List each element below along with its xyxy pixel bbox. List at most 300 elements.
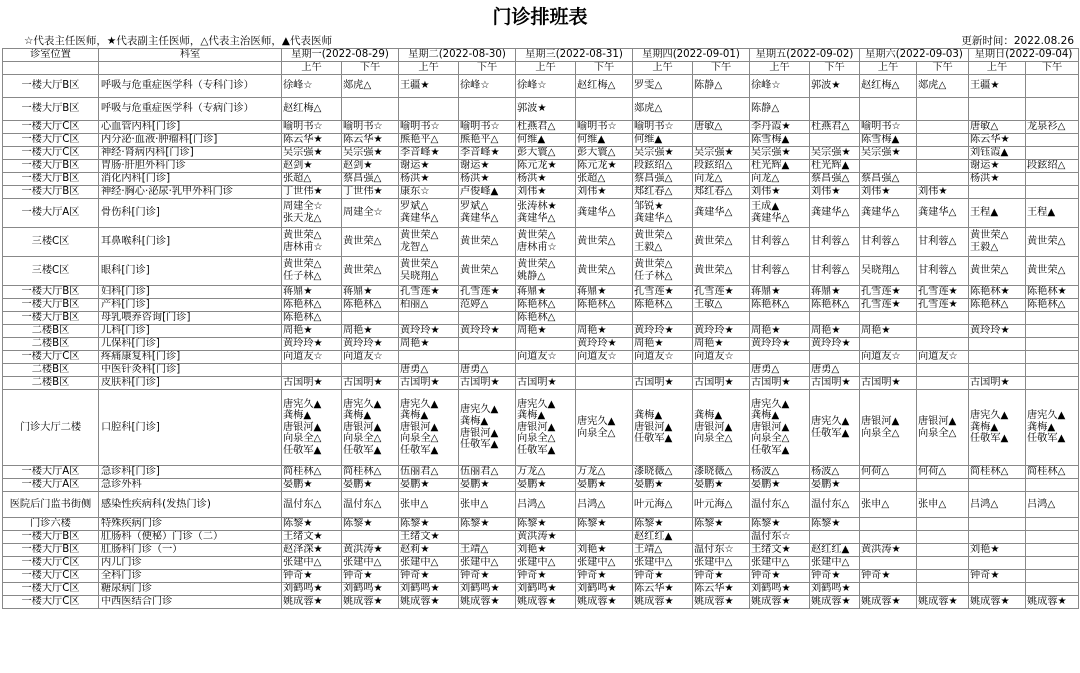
doctor-slot: 丁世伟★ — [342, 186, 399, 199]
doctor-slot: 龚建华△ — [860, 199, 917, 228]
doctor-slot — [1026, 518, 1079, 531]
department-cell: 耳鼻喉科[门诊] — [99, 228, 282, 257]
doctor-slot — [917, 134, 969, 147]
doctor-slot — [969, 338, 1026, 351]
doctor-slot: 杨洪★ — [516, 173, 576, 186]
doctor-slot: 向道友☆ — [342, 351, 399, 364]
doctor-slot: 龙泉衫△ — [1026, 121, 1079, 134]
doctor-slot: 孔雪莲★ — [860, 299, 917, 312]
table-row — [3, 257, 1079, 286]
doctor-slot: 刘钰霞▲ — [969, 147, 1026, 160]
doctor-slot — [1026, 377, 1079, 390]
doctor-slot: 周艳★ — [576, 325, 633, 338]
doctor-slot: 黄玲玲★ — [576, 338, 633, 351]
location-cell: 门诊大厅二楼 — [3, 390, 99, 466]
header-am: 上午 — [516, 62, 576, 75]
doctor-slot: 黄世荣△ — [342, 228, 399, 257]
doctor-slot — [969, 98, 1026, 121]
doctor-slot: 向道友☆ — [633, 351, 693, 364]
department-cell: 内儿门诊 — [99, 557, 282, 570]
doctor-slot: 陈艳林△ — [810, 299, 860, 312]
department-cell: 急诊外科 — [99, 479, 282, 492]
location-cell: 一楼大厅B区 — [3, 544, 99, 557]
table-row — [3, 98, 1079, 121]
department-cell: 消化内科[门诊] — [99, 173, 282, 186]
header-day: 星期三(2022-08-31) — [516, 49, 633, 62]
header-pm: 下午 — [693, 62, 750, 75]
doctor-slot: 罗斌△ 龚建华△ — [459, 199, 516, 228]
doctor-slot — [576, 312, 633, 325]
doctor-slot: 张建中△ — [342, 557, 399, 570]
doctor-slot: 熊艳平△ — [459, 134, 516, 147]
doctor-slot: 万龙△ — [516, 466, 576, 479]
table-row — [3, 518, 1079, 531]
header-day: 星期六(2022-09-03) — [860, 49, 969, 62]
location-cell: 一楼大厅C区 — [3, 134, 99, 147]
doctor-slot: 徐峰☆ — [516, 75, 576, 98]
header-am: 上午 — [860, 62, 917, 75]
department-cell: 急诊科[门诊] — [99, 466, 282, 479]
department-cell: 胃肠·肝胆外科门诊 — [99, 160, 282, 173]
doctor-slot — [917, 121, 969, 134]
doctor-slot — [917, 570, 969, 583]
location-cell: 一楼大厅A区 — [3, 199, 99, 228]
doctor-slot: 吴宗强★ — [860, 147, 917, 160]
doctor-slot: 刘艳★ — [576, 544, 633, 557]
doctor-slot: 甘利蓉△ — [810, 228, 860, 257]
doctor-slot — [1026, 544, 1079, 557]
doctor-slot: 喻明书☆ — [459, 121, 516, 134]
doctor-slot: 陈黎★ — [633, 518, 693, 531]
doctor-slot: 张建中△ — [693, 557, 750, 570]
doctor-slot: 段鉉绍△ — [633, 160, 693, 173]
doctor-slot: 蔡昌强△ — [810, 173, 860, 186]
doctor-slot: 甘利蓉△ — [750, 257, 810, 286]
doctor-slot: 陈云华★ — [633, 583, 693, 596]
doctor-slot — [917, 98, 969, 121]
doctor-slot: 陈黎★ — [576, 518, 633, 531]
doctor-slot: 周艳★ — [516, 325, 576, 338]
doctor-slot: 姚成蓉★ — [860, 596, 917, 609]
doctor-slot — [633, 312, 693, 325]
doctor-slot — [459, 531, 516, 544]
doctor-slot — [969, 364, 1026, 377]
department-cell: 糖尿病门诊 — [99, 583, 282, 596]
doctor-slot: 黄世荣△ — [1026, 228, 1079, 257]
doctor-slot: 王靖△ — [633, 544, 693, 557]
department-cell: 眼科[门诊] — [99, 257, 282, 286]
doctor-slot: 蒋鼎★ — [342, 286, 399, 299]
doctor-slot: 张建中△ — [750, 557, 810, 570]
doctor-slot: 谢运★ — [969, 160, 1026, 173]
doctor-slot: 钟奇★ — [969, 570, 1026, 583]
doctor-slot: 吴宗强★ — [750, 147, 810, 160]
doctor-slot: 古国明★ — [459, 377, 516, 390]
doctor-slot: 钟奇★ — [810, 570, 860, 583]
department-cell: 骨伤科[门诊] — [99, 199, 282, 228]
doctor-slot — [342, 364, 399, 377]
doctor-slot: 周建全☆ 张天龙△ — [282, 199, 342, 228]
location-cell: 一楼大厅C区 — [3, 583, 99, 596]
doctor-slot: 刘伟★ — [576, 186, 633, 199]
doctor-slot: 喻明书☆ — [576, 121, 633, 134]
doctor-slot — [1026, 325, 1079, 338]
doctor-slot: 郯虎△ — [633, 98, 693, 121]
doctor-slot: 钟奇★ — [633, 570, 693, 583]
department-cell: 妇科[门诊] — [99, 286, 282, 299]
location-cell: 一楼大厅B区 — [3, 173, 99, 186]
doctor-slot: 黄世荣△ 王毅△ — [633, 228, 693, 257]
doctor-slot: 熊艳平△ — [399, 134, 459, 147]
doctor-slot: 伍丽君△ — [399, 466, 459, 479]
doctor-slot: 向道友☆ — [917, 351, 969, 364]
doctor-slot: 简桂林△ — [282, 466, 342, 479]
doctor-slot — [576, 98, 633, 121]
doctor-slot: 刘伟★ — [750, 186, 810, 199]
doctor-slot: 温付东△ — [282, 492, 342, 518]
location-cell: 一楼大厅B区 — [3, 299, 99, 312]
doctor-slot: 段鉉绍△ — [1026, 160, 1079, 173]
doctor-slot — [917, 147, 969, 160]
doctor-slot: 杨洪★ — [969, 173, 1026, 186]
doctor-slot — [969, 186, 1026, 199]
doctor-slot — [750, 351, 810, 364]
department-cell: 中医针灸科[门诊] — [99, 364, 282, 377]
doctor-slot: 柏丽△ — [399, 299, 459, 312]
doctor-slot: 陈雪梅▲ — [860, 134, 917, 147]
department-cell: 特殊疾病门诊 — [99, 518, 282, 531]
doctor-slot: 陈艳林△ — [969, 299, 1026, 312]
location-cell: 一楼大厅B区 — [3, 186, 99, 199]
doctor-slot: 黄世荣△ 吴晓翔△ — [399, 257, 459, 286]
doctor-slot: 张涛林★ 龚建华△ — [516, 199, 576, 228]
department-cell: 呼吸与危重症医学科（专病门诊） — [99, 98, 282, 121]
header-am: 上午 — [633, 62, 693, 75]
doctor-slot: 古国明★ — [750, 377, 810, 390]
doctor-slot: 吴宗强★ — [633, 147, 693, 160]
doctor-slot — [860, 583, 917, 596]
blank-cell — [3, 62, 99, 75]
doctor-slot: 陈艳林△ — [750, 299, 810, 312]
doctor-slot: 钟奇★ — [750, 570, 810, 583]
doctor-slot: 吕鸿△ — [516, 492, 576, 518]
doctor-slot: 周艳★ — [693, 338, 750, 351]
doctor-slot: 赵红梅△ — [576, 75, 633, 98]
doctor-slot: 吴宗强★ — [693, 147, 750, 160]
doctor-slot: 孔雪莲★ — [860, 286, 917, 299]
doctor-slot: 龚梅▲ 唐银河▲ 任敬军▲ — [633, 390, 693, 466]
doctor-slot: 唐银河▲ 向泉全△ — [860, 390, 917, 466]
doctor-slot: 姚成蓉★ — [633, 596, 693, 609]
doctor-slot: 温付东☆ — [693, 544, 750, 557]
doctor-slot: 甘利蓉△ — [750, 228, 810, 257]
doctor-slot: 姚成蓉★ — [750, 596, 810, 609]
doctor-slot — [969, 557, 1026, 570]
department-cell: 肛肠科（便秘）门诊（二） — [99, 531, 282, 544]
doctor-slot — [576, 531, 633, 544]
doctor-slot: 刘鹤鸣★ — [750, 583, 810, 596]
doctor-slot: 王绪文★ — [750, 544, 810, 557]
doctor-slot: 赵红梅△ — [282, 98, 342, 121]
doctor-slot — [282, 364, 342, 377]
doctor-slot: 陈黎★ — [750, 518, 810, 531]
doctor-slot: 陈黎★ — [399, 518, 459, 531]
doctor-slot — [1026, 364, 1079, 377]
doctor-slot: 周艳★ — [750, 325, 810, 338]
doctor-slot: 刘伟★ — [810, 186, 860, 199]
doctor-slot: 黄玲玲★ — [633, 325, 693, 338]
doctor-slot — [693, 531, 750, 544]
doctor-slot: 古国明★ — [810, 377, 860, 390]
location-cell: 一楼大厅B区 — [3, 75, 99, 98]
location-cell: 一楼大厅B区 — [3, 160, 99, 173]
table-row — [3, 134, 1079, 147]
doctor-slot: 黄玲玲★ — [399, 325, 459, 338]
table-row — [3, 121, 1079, 134]
doctor-slot: 姚成蓉★ — [917, 596, 969, 609]
doctor-slot: 黄世荣△ — [693, 228, 750, 257]
doctor-slot — [969, 518, 1026, 531]
ampm-row — [3, 62, 1079, 75]
doctor-slot: 晏鹏★ — [399, 479, 459, 492]
doctor-slot: 陈黎★ — [459, 518, 516, 531]
doctor-slot — [693, 98, 750, 121]
doctor-slot: 陈黎★ — [516, 518, 576, 531]
doctor-slot: 晏鹏★ — [750, 479, 810, 492]
table-row — [3, 596, 1079, 609]
header-day: 星期二(2022-08-30) — [399, 49, 516, 62]
doctor-slot: 何荷△ — [917, 466, 969, 479]
doctor-slot: 刘伟★ — [516, 186, 576, 199]
doctor-slot: 晏鹏★ — [693, 479, 750, 492]
header-pm: 下午 — [917, 62, 969, 75]
doctor-slot — [1026, 312, 1079, 325]
table-row — [3, 147, 1079, 160]
doctor-slot: 龚建华△ — [576, 199, 633, 228]
doctor-slot: 周艳★ — [342, 325, 399, 338]
table-row — [3, 286, 1079, 299]
doctor-slot: 何维▲ — [633, 134, 693, 147]
doctor-slot: 杜燕君△ — [810, 121, 860, 134]
doctor-slot: 钟奇★ — [399, 570, 459, 583]
doctor-slot: 温付东△ — [342, 492, 399, 518]
department-cell: 呼吸与危重症医学科（专科门诊） — [99, 75, 282, 98]
doctor-slot: 唐勇△ — [810, 364, 860, 377]
doctor-slot: 杨波△ — [750, 466, 810, 479]
doctor-slot: 张超△ — [282, 173, 342, 186]
doctor-slot: 王疆★ — [969, 75, 1026, 98]
doctor-slot: 张建中△ — [516, 557, 576, 570]
doctor-slot: 陈艳林△ — [282, 299, 342, 312]
doctor-slot — [860, 531, 917, 544]
doctor-slot: 何维▲ — [516, 134, 576, 147]
doctor-slot: 姚成蓉★ — [1026, 596, 1079, 609]
doctor-slot — [917, 557, 969, 570]
doctor-slot: 陈艳林△ — [342, 299, 399, 312]
table-row — [3, 338, 1079, 351]
doctor-slot: 古国明★ — [342, 377, 399, 390]
doctor-slot — [969, 351, 1026, 364]
doctor-slot: 万龙△ — [576, 466, 633, 479]
doctor-slot: 徐峰☆ — [459, 75, 516, 98]
doctor-slot — [860, 160, 917, 173]
doctor-slot: 何维▲ — [576, 134, 633, 147]
doctor-slot: 姚成蓉★ — [342, 596, 399, 609]
doctor-slot — [693, 312, 750, 325]
doctor-slot: 陈黎★ — [282, 518, 342, 531]
doctor-slot: 姚成蓉★ — [282, 596, 342, 609]
doctor-slot: 晏鹏★ — [810, 479, 860, 492]
doctor-slot — [810, 98, 860, 121]
doctor-slot: 陈艳林★ — [969, 286, 1026, 299]
location-cell: 一楼大厅A区 — [3, 479, 99, 492]
location-cell: 一楼大厅B区 — [3, 312, 99, 325]
doctor-slot: 唐宪久▲ 龚梅▲ 唐银河▲ 任敬军▲ — [459, 390, 516, 466]
table-row — [3, 466, 1079, 479]
doctor-slot: 刘鹤鸣★ — [810, 583, 860, 596]
doctor-slot: 王成▲ 龚建华△ — [750, 199, 810, 228]
doctor-slot: 蔡昌强△ — [342, 173, 399, 186]
doctor-slot: 罗斌△ 龚建华△ — [399, 199, 459, 228]
table-row — [3, 325, 1079, 338]
doctor-slot: 蒋鼎★ — [282, 286, 342, 299]
header-pm: 下午 — [576, 62, 633, 75]
doctor-slot — [459, 351, 516, 364]
doctor-slot: 孔雪莲★ — [693, 286, 750, 299]
table-row — [3, 570, 1079, 583]
doctor-slot: 徐峰☆ — [750, 75, 810, 98]
doctor-slot: 喻明书☆ — [860, 121, 917, 134]
doctor-slot: 吕鸿△ — [969, 492, 1026, 518]
doctor-slot: 向道友☆ — [576, 351, 633, 364]
doctor-slot: 龚建华△ — [693, 199, 750, 228]
doctor-slot: 张申△ — [399, 492, 459, 518]
doctor-slot — [342, 312, 399, 325]
doctor-slot: 陈艳林△ — [1026, 299, 1079, 312]
doctor-slot: 晏鹏★ — [342, 479, 399, 492]
doctor-slot: 唐勇△ — [399, 364, 459, 377]
doctor-slot — [917, 364, 969, 377]
doctor-slot: 陈艳林△ — [516, 299, 576, 312]
table-row — [3, 160, 1079, 173]
doctor-slot: 蒋鼎★ — [750, 286, 810, 299]
doctor-slot — [917, 325, 969, 338]
schedule-table — [2, 48, 1079, 609]
doctor-slot: 陈静△ — [750, 98, 810, 121]
doctor-slot: 唐宪久▲ 龚梅▲ 唐银河▲ 向泉全△ 任敬军▲ — [750, 390, 810, 466]
department-cell: 感染性疾病科(发热门诊) — [99, 492, 282, 518]
blank-cell — [99, 62, 282, 75]
doctor-slot — [917, 531, 969, 544]
department-cell: 心血管内科[门诊] — [99, 121, 282, 134]
doctor-slot — [860, 364, 917, 377]
doctor-slot: 陈黎★ — [693, 518, 750, 531]
doctor-slot: 黄洪涛★ — [860, 544, 917, 557]
doctor-slot: 张建中△ — [576, 557, 633, 570]
location-cell: 三楼C区 — [3, 228, 99, 257]
doctor-slot: 陈云华★ — [693, 583, 750, 596]
doctor-slot: 唐勇△ — [750, 364, 810, 377]
doctor-slot — [399, 351, 459, 364]
doctor-slot: 姚成蓉★ — [810, 596, 860, 609]
doctor-slot — [1026, 479, 1079, 492]
doctor-slot: 古国明★ — [633, 377, 693, 390]
doctor-slot: 刘鹤鸣★ — [459, 583, 516, 596]
doctor-slot: 孔雪莲★ — [917, 286, 969, 299]
doctor-slot: 蒋鼎★ — [576, 286, 633, 299]
header-pm: 下午 — [1026, 62, 1079, 75]
doctor-slot: 晏鹏★ — [633, 479, 693, 492]
header-day: 星期四(2022-09-01) — [633, 49, 750, 62]
department-cell: 肛肠科门诊（一） — [99, 544, 282, 557]
doctor-slot: 张申△ — [459, 492, 516, 518]
doctor-slot: 张建中△ — [633, 557, 693, 570]
doctor-slot: 李音峰★ — [399, 147, 459, 160]
doctor-slot: 黄世荣△ 龙智△ — [399, 228, 459, 257]
doctor-slot: 甘利蓉△ — [917, 257, 969, 286]
doctor-slot: 简桂林△ — [969, 466, 1026, 479]
doctor-slot — [1026, 531, 1079, 544]
doctor-slot: 刘艳★ — [516, 544, 576, 557]
doctor-slot: 陈云华★ — [342, 134, 399, 147]
doctor-slot: 郭波★ — [516, 98, 576, 121]
doctor-slot: 温付东△ — [750, 492, 810, 518]
header-am: 上午 — [399, 62, 459, 75]
doctor-slot: 何荷△ — [860, 466, 917, 479]
header-am: 上午 — [969, 62, 1026, 75]
doctor-slot — [860, 338, 917, 351]
table-row — [3, 173, 1079, 186]
doctor-slot: 向龙△ — [750, 173, 810, 186]
doctor-slot: 姚成蓉★ — [576, 596, 633, 609]
table-row — [3, 228, 1079, 257]
location-cell: 一楼大厅C区 — [3, 596, 99, 609]
doctor-slot: 张建中△ — [399, 557, 459, 570]
location-cell: 二楼B区 — [3, 325, 99, 338]
doctor-slot: 吴宗强★ — [342, 147, 399, 160]
doctor-slot — [459, 312, 516, 325]
doctor-slot: 赵莉★ — [399, 544, 459, 557]
doctor-slot — [1026, 351, 1079, 364]
header-am: 上午 — [750, 62, 810, 75]
doctor-slot: 周艳★ — [282, 325, 342, 338]
location-cell: 二楼B区 — [3, 377, 99, 390]
doctor-slot: 陈静△ — [693, 75, 750, 98]
doctor-slot: 唐勇△ — [459, 364, 516, 377]
doctor-slot: 向道友☆ — [516, 351, 576, 364]
doctor-slot: 孔雪莲★ — [459, 286, 516, 299]
doctor-slot: 简桂林△ — [342, 466, 399, 479]
doctor-slot — [810, 351, 860, 364]
doctor-slot: 晏鹏★ — [282, 479, 342, 492]
doctor-slot: 郭波★ — [810, 75, 860, 98]
location-cell: 一楼大厅B区 — [3, 98, 99, 121]
doctor-slot: 陈艳林★ — [1026, 286, 1079, 299]
doctor-slot — [860, 98, 917, 121]
doctor-slot: 黄洪涛★ — [342, 544, 399, 557]
department-cell: 儿科[门诊] — [99, 325, 282, 338]
doctor-slot — [810, 531, 860, 544]
doctor-slot: 刘鹤鸣★ — [516, 583, 576, 596]
doctor-slot: 陈元龙★ — [576, 160, 633, 173]
doctor-slot: 赵剑★ — [342, 160, 399, 173]
doctor-slot: 唐宪久▲ 龚梅▲ 任敬军▲ — [969, 390, 1026, 466]
doctor-slot: 黄玲玲★ — [693, 325, 750, 338]
doctor-slot: 姚成蓉★ — [969, 596, 1026, 609]
doctor-slot: 钟奇★ — [576, 570, 633, 583]
doctor-slot: 吴晓翔△ — [860, 257, 917, 286]
doctor-slot: 刘鹤鸣★ — [576, 583, 633, 596]
